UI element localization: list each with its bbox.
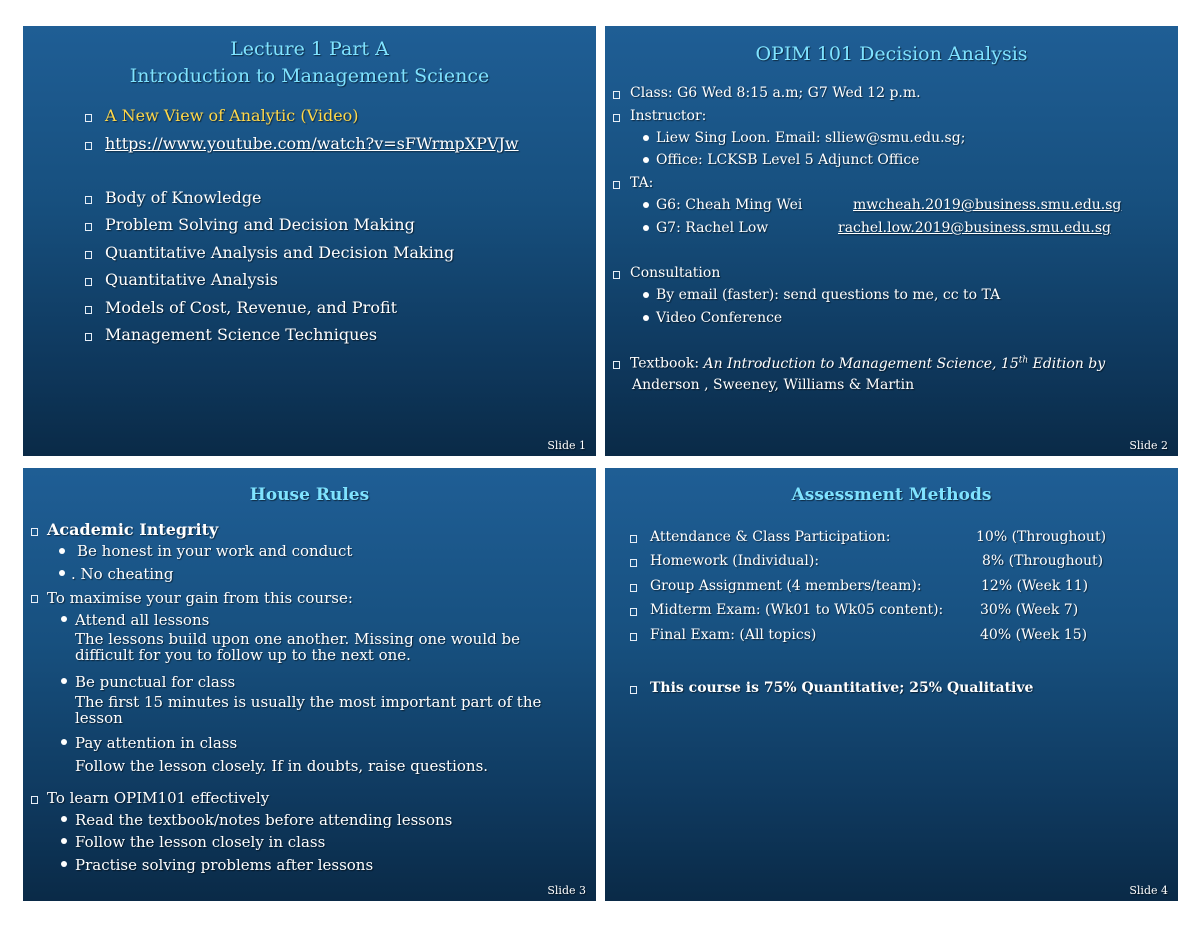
square-bullet-icon: [613, 91, 620, 99]
textbook-title-end: Edition by: [1028, 355, 1106, 372]
round-bullet-icon: [643, 292, 649, 298]
slide-1-title-line1: Lecture 1 Part A: [230, 38, 389, 60]
list-item: Quantitative Analysis: [105, 270, 279, 289]
consultation-email: By email (faster): send questions to me, cc to TA: [656, 287, 1001, 303]
square-bullet-icon: [630, 686, 637, 694]
square-bullet-icon: [31, 595, 38, 603]
ta-g6-email-link[interactable]: mwcheah.2019@business.smu.edu.sg: [853, 197, 1122, 213]
list-item: Problem Solving and Decision Making: [105, 215, 415, 234]
slide-1-title-line2: Introduction to Management Science: [129, 65, 490, 87]
integrity-rule: . No cheating: [71, 565, 174, 583]
round-bullet-icon: [59, 548, 65, 554]
square-bullet-icon: [85, 306, 92, 314]
square-bullet-icon: [613, 361, 620, 369]
square-bullet-icon: [613, 114, 620, 122]
square-bullet-icon: [613, 271, 620, 279]
square-bullet-icon: [85, 196, 92, 204]
textbook-line: [630, 355, 1105, 372]
round-bullet-icon: [61, 861, 67, 867]
slide-4: [605, 468, 1178, 901]
integrity-label: Academic Integrity: [47, 520, 219, 539]
slide-number: Slide 1: [547, 439, 586, 452]
square-bullet-icon: [85, 251, 92, 259]
slide-number: Slide 4: [1129, 884, 1168, 897]
assessment-weight: 10% (Throughout): [976, 529, 1107, 545]
square-bullet-icon: [31, 528, 38, 536]
round-bullet-icon: [61, 616, 67, 622]
attention-text: Follow the lesson closely. If in doubts, raise questions.: [75, 757, 489, 775]
course-summary: This course is 75% Quantitative; 25% Qualitative: [650, 680, 1034, 696]
assessment-weight: 30% (Week 7): [980, 602, 1079, 618]
round-bullet-icon: [59, 570, 65, 576]
round-bullet-icon: [61, 739, 67, 745]
assessment-name: Attendance & Class Participation:: [650, 529, 891, 545]
slide-number: Slide 3: [547, 884, 586, 897]
textbook-label: Textbook:: [630, 355, 700, 372]
textbook-title: [704, 356, 1106, 372]
learn-label: To learn OPIM101 effectively: [47, 789, 270, 807]
textbook-edition-suffix: th: [1018, 355, 1029, 365]
round-bullet-icon: [61, 838, 67, 844]
consultation-video: Video Conference: [656, 310, 783, 326]
punctual-text-1: The first 15 minutes is usually the most important part of the: [75, 693, 542, 711]
list-item: Management Science Techniques: [105, 325, 378, 344]
slide-2-title: OPIM 101 Decision Analysis: [755, 43, 1028, 65]
square-bullet-icon: [85, 333, 92, 341]
square-bullet-icon: [630, 608, 637, 616]
assessment-name: Midterm Exam: (Wk01 to Wk05 content):: [650, 602, 944, 618]
square-bullet-icon: [613, 181, 620, 189]
square-bullet-icon: [85, 142, 92, 150]
list-item: Quantitative Analysis and Decision Making: [105, 243, 455, 262]
video-link[interactable]: https://www.youtube.com/watch?v=sFWrmpXPVJw: [105, 134, 519, 153]
assessment-weight: 40% (Week 15): [980, 627, 1088, 643]
assessment-name: Group Assignment (4 members/team):: [650, 578, 922, 594]
round-bullet-icon: [61, 816, 67, 822]
punctual-label: Be punctual for class: [75, 673, 236, 691]
list-item: Models of Cost, Revenue, and Profit: [105, 298, 398, 317]
square-bullet-icon: [85, 278, 92, 286]
square-bullet-icon: [630, 535, 637, 543]
round-bullet-icon: [643, 157, 649, 163]
slide-1-title: [23, 36, 596, 90]
slide-1: [23, 26, 596, 456]
maximise-label: To maximise your gain from this course:: [47, 589, 353, 607]
round-bullet-icon: [61, 678, 67, 684]
instructor-label: Instructor:: [630, 108, 707, 124]
video-title: A New View of Analytic (Video): [105, 106, 359, 125]
slide-4-title: Assessment Methods: [791, 485, 992, 505]
class-schedule: Class: G6 Wed 8:15 a.m; G7 Wed 12 p.m.: [630, 85, 921, 101]
round-bullet-icon: [643, 135, 649, 141]
punctual-text-2: lesson: [75, 709, 123, 727]
attend-text-2: difficult for you to follow up to the next one.: [75, 646, 411, 664]
attend-label: Attend all lessons: [75, 611, 210, 629]
round-bullet-icon: [643, 202, 649, 208]
slide-2: [605, 26, 1178, 456]
square-bullet-icon: [630, 633, 637, 641]
assessment-name: Homework (Individual):: [650, 553, 820, 569]
attention-label: Pay attention in class: [75, 734, 238, 752]
textbook-authors: Anderson , Sweeney, Williams & Martin: [632, 377, 915, 393]
textbook-title-main: An Introduction to Management Science, 15: [703, 355, 1019, 372]
learn-tip: Read the textbook/notes before attending lessons: [75, 811, 453, 829]
ta-g6-name: G6: Cheah Ming Wei: [656, 197, 803, 213]
square-bullet-icon: [630, 559, 637, 567]
slide-number: Slide 2: [1129, 439, 1168, 452]
assessment-name: Final Exam: (All topics): [650, 627, 817, 643]
round-bullet-icon: [643, 315, 649, 321]
learn-tip: Follow the lesson closely in class: [75, 833, 326, 851]
slide-3-title: House Rules: [249, 485, 370, 505]
assessment-weight: 8% (Throughout): [982, 553, 1104, 569]
learn-tip: Practise solving problems after lessons: [75, 856, 374, 874]
square-bullet-icon: [31, 796, 38, 804]
instructor-office: Office: LCKSB Level 5 Adjunct Office: [656, 152, 920, 168]
assessment-weight: 12% (Week 11): [981, 578, 1089, 594]
slide-3: [23, 468, 596, 901]
consultation-label: Consultation: [630, 265, 721, 281]
ta-g7-name: G7: Rachel Low: [656, 220, 769, 236]
list-item: Body of Knowledge: [105, 188, 262, 207]
round-bullet-icon: [643, 225, 649, 231]
attend-text-1: The lessons build upon one another. Missing one would be: [75, 630, 520, 648]
square-bullet-icon: [85, 223, 92, 231]
square-bullet-icon: [85, 114, 92, 122]
instructor-name: Liew Sing Loon. Email: slliew@smu.edu.sg;: [656, 130, 966, 146]
square-bullet-icon: [630, 584, 637, 592]
ta-label: TA:: [630, 175, 654, 191]
ta-g7-email-link[interactable]: rachel.low.2019@business.smu.edu.sg: [838, 220, 1111, 236]
integrity-rule: Be honest in your work and conduct: [77, 542, 353, 560]
